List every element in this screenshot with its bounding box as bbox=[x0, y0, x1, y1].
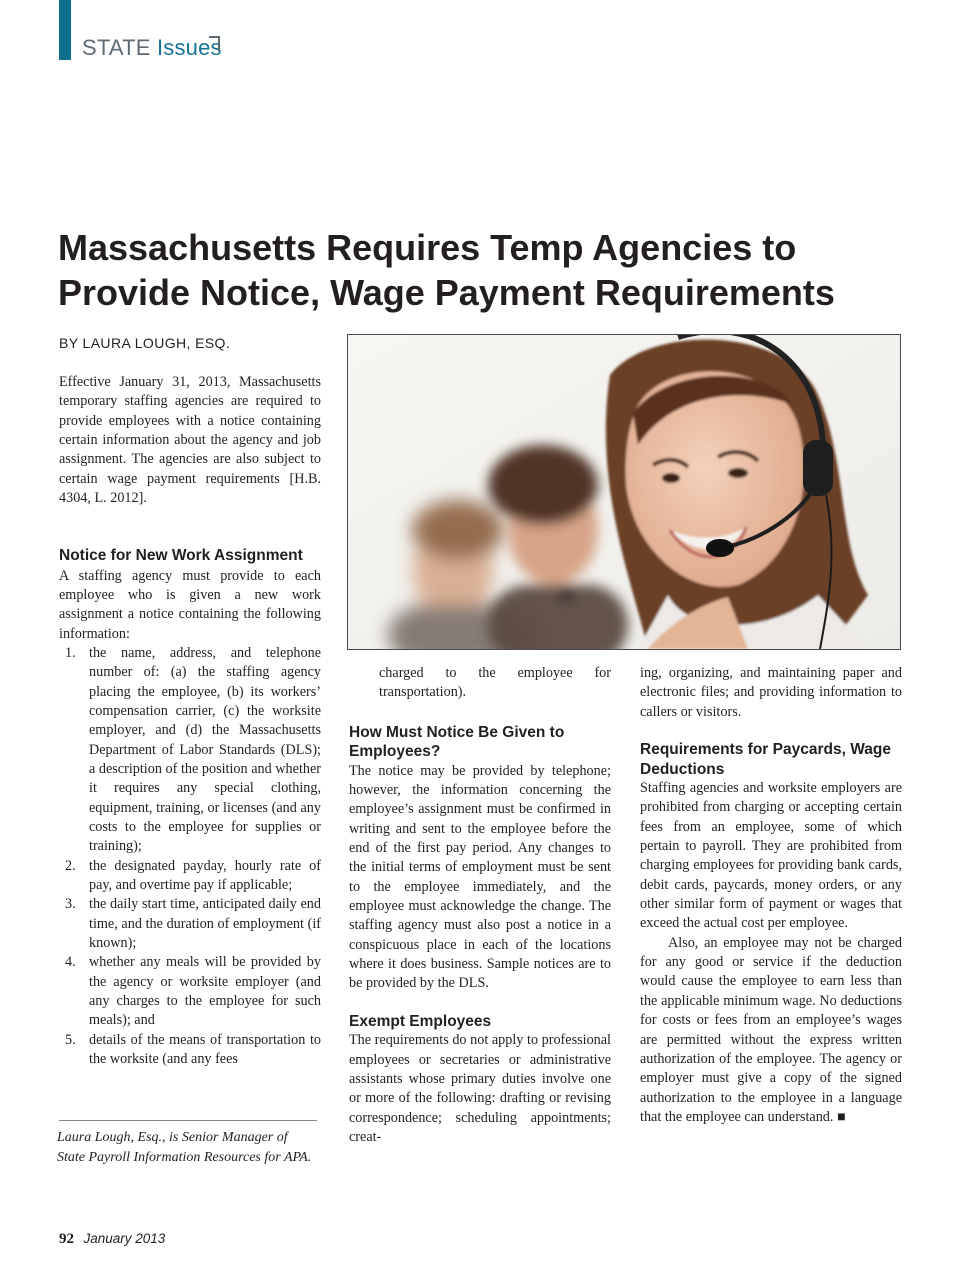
issue-date: January 2013 bbox=[83, 1231, 166, 1246]
corner-bracket-icon bbox=[209, 36, 220, 51]
list-item bbox=[59, 953, 321, 1030]
section-label bbox=[82, 37, 222, 59]
column-two bbox=[349, 664, 611, 1147]
exempt-heading: Exempt Employees bbox=[349, 1012, 492, 1030]
intro-paragraph: Effective January 31, 2013, Massachusetts temporary staffing agencies are required to provide employees with a notice containing certain information about the agency and job assignment. The agencies are also subject to certain wage payment requirements [H.B. 4304, L. 2012]. bbox=[59, 374, 321, 507]
list-item bbox=[59, 895, 321, 953]
list-item-text: the daily start time, anticipated daily end time, and the duration of employment (if known); bbox=[89, 896, 321, 952]
page-footer bbox=[59, 1231, 165, 1248]
paycard-paragraph-2 bbox=[640, 934, 902, 1127]
list-item-number: 4. bbox=[65, 954, 76, 971]
section-color-bar bbox=[59, 0, 71, 60]
notice-requirements-list bbox=[59, 644, 321, 1070]
list-item-number: 5. bbox=[65, 1031, 76, 1048]
article-headline bbox=[58, 225, 918, 315]
notice-section bbox=[59, 546, 321, 1069]
list-item-number: 3. bbox=[65, 896, 76, 913]
exempt-continued: ing, organizing, and maintaining paper and electronic files; and providing information to callers or visitors. bbox=[640, 665, 902, 720]
list-item bbox=[59, 644, 321, 857]
call-center-photo bbox=[347, 334, 901, 650]
list-item-text: the designated payday, hourly rate of pay, and overtime pay if applicable; bbox=[89, 857, 321, 893]
list-item-text: the name, address, and telephone number of: (a) the staffing agency placing the employee, (b) its workers’ compensation carrier, (c) the worksite employer, and (d) the Massachusetts Department of Labor Standards (DLS); a description of the position and whether it requires any special clothing, equipment, training, or licenses (and any costs to the employee for supplies or training); bbox=[89, 644, 321, 855]
page-number: 92 bbox=[59, 1231, 74, 1247]
author-note: Laura Lough, Esq., is Senior Manager of State Payroll Information Resources for APA. bbox=[57, 1130, 312, 1165]
how-notice-paragraph: The notice may be provided by telephone; however, the information concerning the employee’s assignment must be confirmed in writing and sent to the employee before the end of the first pay period. Any changes to the initial terms of employment must be sent to the employee immediately, and the employee must acknowledge the change. The staffing agency must also post a notice in a conspicuous place in each of the locations where it does business. Sample notices are to be provided by the DLS. bbox=[349, 762, 611, 992]
list-item-text: whether any meals will be provided by the agency or worksite employer (and any charges to the employee for such meals); and bbox=[89, 954, 321, 1029]
exempt-paragraph: The requirements do not apply to professional employees or secretaries or administrative assistants whose primary duties involve one or more of the following: drafting or revising correspondence; scheduling appointments; creat- bbox=[349, 1032, 611, 1146]
list-item-number: 1. bbox=[65, 644, 76, 661]
column-three bbox=[640, 664, 902, 1127]
how-notice-heading: How Must Notice Be Given to Employees? bbox=[349, 723, 565, 761]
list-item bbox=[59, 857, 321, 896]
headline-line-2: Provide Notice, Wage Payment Requirements bbox=[58, 272, 835, 313]
author-note-divider bbox=[59, 1120, 317, 1121]
photo-illustration bbox=[348, 335, 900, 649]
section-label-state: STATE bbox=[82, 35, 151, 60]
section-label-issues: Issues bbox=[156, 35, 222, 60]
paycard-paragraph-1: Staffing agencies and worksite employers are prohibited from charging or accepting certain fees from an employee, some of which pertain to payroll. They are prohibited from charging employees for providing bank cards, debit cards, paycards, money orders, or any other similar form of payment or wages that exceed the actual cost per employee. bbox=[640, 780, 902, 932]
end-mark-icon: ■ bbox=[836, 1108, 846, 1125]
notice-lead-paragraph: A staffing agency must provide to each employee who is given a new work assignment a notice containing the following information: bbox=[59, 567, 321, 642]
paycard-heading: Requirements for Paycards, Wage Deductions bbox=[640, 741, 891, 778]
list-item-text: details of the means of transportation to the worksite (and any fees bbox=[89, 1031, 321, 1068]
transportation-continued: charged to the employee for transportation). bbox=[379, 665, 611, 701]
byline: BY LAURA LOUGH, ESQ. bbox=[59, 335, 231, 351]
list-item-number: 2. bbox=[65, 857, 76, 874]
list-item bbox=[59, 1031, 321, 1070]
headline-line-1: Massachusetts Requires Temp Agencies to bbox=[58, 227, 797, 268]
notice-heading: Notice for New Work Assignment bbox=[59, 547, 303, 564]
paycard-paragraph-2-text: Also, an employee may not be charged for any good or service if the deduction would cause the employee to earn less than the applicable minimum wage. No deductions for costs or fees from an employee’s wages are permitted without the express written authorization of the employee. The agency or employer must give a copy of the signed authorization to the employee in a language that the employee can understand. bbox=[640, 934, 902, 1125]
intro-block bbox=[59, 373, 321, 508]
